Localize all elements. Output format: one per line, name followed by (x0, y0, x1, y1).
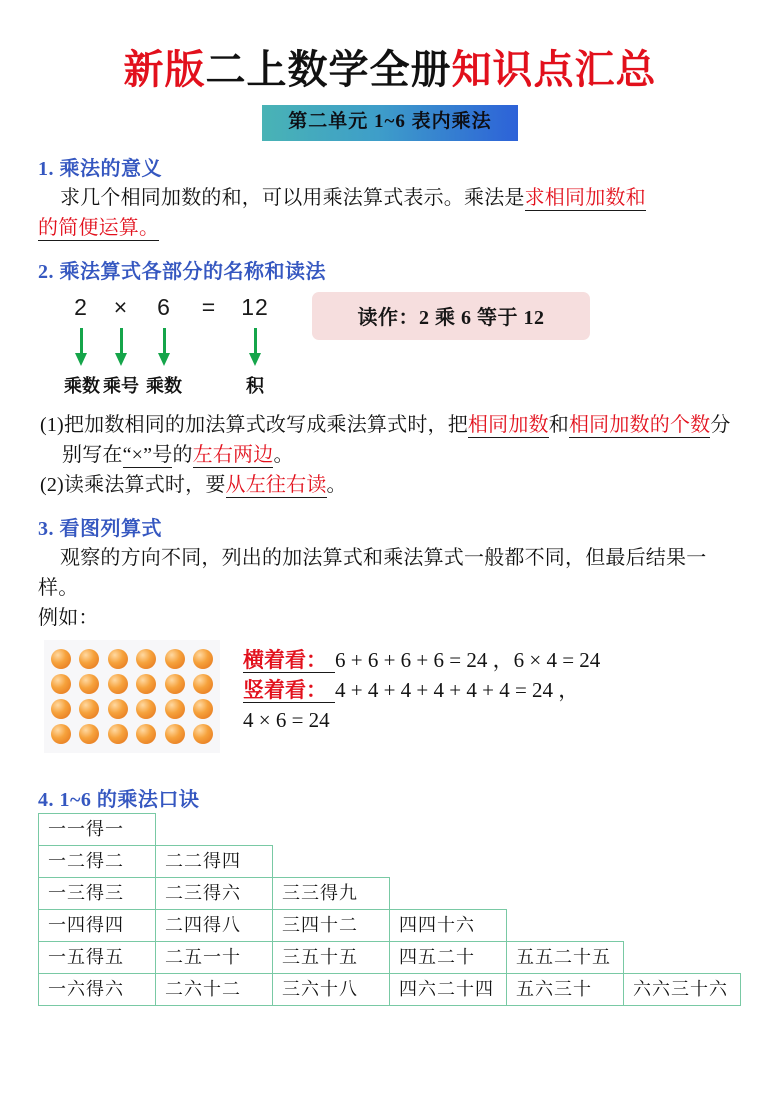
dot-icon (193, 649, 213, 669)
dot-array-block (0, 640, 780, 772)
section-1-highlight-1: 求相同加数和 (524, 186, 646, 209)
dot-row (51, 649, 213, 669)
page-title (0, 0, 780, 93)
equation-diagram (0, 290, 780, 410)
table-row (38, 845, 780, 878)
table-cell: 五五二十五 (506, 941, 624, 974)
table-cell: 四五二十 (389, 941, 507, 974)
table-cell: 二四得八 (155, 909, 273, 942)
table-cell: 一一得一 (38, 813, 156, 846)
dot-row (51, 724, 213, 744)
dot-row (51, 699, 213, 719)
dot-icon (51, 724, 71, 744)
table-cell: 二五一十 (155, 941, 273, 974)
table-cell: 一二得二 (38, 845, 156, 878)
page-title-part-1: 新版 (123, 47, 206, 92)
array-equation-expr-2: 4 + 4 + 4 + 4 + 4 + 4 = 24 ， (335, 677, 580, 702)
dot-icon (108, 649, 128, 669)
point-1-highlight-2: 相同 (568, 413, 610, 436)
read-aloud-box: 读作：2 乘 6 等于 12 (312, 292, 590, 340)
point-1-text-3: 分别写在 (62, 413, 731, 466)
array-equations (243, 646, 600, 735)
point-1-highlight-3: 加数的个数 (609, 413, 711, 436)
table-row (38, 909, 780, 942)
equation-equals-sign: = (201, 293, 217, 320)
page-title-part-3: 知识点汇总 (451, 47, 657, 92)
dot-icon (136, 699, 156, 719)
dot-icon (193, 674, 213, 694)
equation-label-2: 乘号 (103, 375, 139, 396)
table-cell: 二三得六 (155, 877, 273, 910)
table-cell: 四六二十四 (389, 973, 507, 1006)
equation-label-4: 积 (246, 375, 264, 396)
equation-label-1: 乘数 (64, 375, 100, 396)
table-cell: 三五十五 (272, 941, 390, 974)
section-1-text: 求几个相同加数的和，可以用乘法算式表示。乘法是 (60, 186, 525, 209)
equation-factor-2: 6 (157, 293, 171, 320)
dot-icon (79, 649, 99, 669)
dot-icon (79, 674, 99, 694)
equation-factor-1: 2 (74, 293, 88, 320)
dot-icon (108, 699, 128, 719)
array-equation-expr-1: 6 + 6 + 6 + 6 = 24 ，6 × 4 = 24 (335, 647, 601, 672)
down-arrow-icon (74, 328, 88, 366)
table-cell: 三四十二 (272, 909, 390, 942)
equation-operator: × (113, 293, 129, 320)
section-2-point-1 (40, 410, 746, 471)
table-cell: 一五得五 (38, 941, 156, 974)
equation-label-3: 乘数 (146, 375, 182, 396)
table-row (38, 813, 780, 846)
point-1-highlight-1: 相同加数 (467, 413, 549, 436)
dot-icon (79, 699, 99, 719)
dot-icon (165, 724, 185, 744)
point-2-number: (2) (40, 474, 64, 497)
array-equation-row (243, 646, 600, 676)
point-1-highlight-4: 左右两边 (192, 443, 274, 466)
section-heading-2: 2. 乘法算式各部分的名称和读法 (38, 260, 326, 283)
dot-icon (193, 699, 213, 719)
page-title-part-2: 二上数学全册 (205, 47, 452, 92)
point-1-text-4: 的 (172, 443, 193, 466)
section-3-example-label: 例如： (38, 607, 99, 630)
unit-badge-wrap (0, 105, 780, 141)
point-1-underlined-symbol: “×”号 (122, 443, 173, 466)
dot-icon (165, 699, 185, 719)
array-equation-expr-3: 4 × 6 = 24 (243, 707, 330, 732)
point-2-text-1: 读乘法算式时，要 (63, 474, 226, 497)
array-equation-label-2: 竖着看： (243, 678, 335, 703)
dot-icon (136, 724, 156, 744)
dot-icon (51, 649, 71, 669)
array-equation-row (243, 676, 600, 706)
table-cell: 二二得四 (155, 845, 273, 878)
down-arrow-icon (157, 328, 171, 366)
section-heading-3: 3. 看图列算式 (38, 517, 162, 540)
table-cell: 六六三十六 (623, 973, 741, 1006)
dot-icon (165, 649, 185, 669)
section-3-body: 观察的方向不同，列出的加法算式和乘法算式一般都不同，但最后结果一样。 (38, 546, 707, 600)
dot-icon (51, 674, 71, 694)
point-2-text-2: 。 (326, 474, 347, 497)
point-1-number: (1) (40, 413, 64, 436)
table-cell: 二六十二 (155, 973, 273, 1006)
table-cell: 三三得九 (272, 877, 390, 910)
point-1-text-5: 。 (273, 443, 294, 466)
table-cell: 五六三十 (506, 973, 624, 1006)
multiplication-table (38, 813, 780, 1006)
table-row (38, 877, 780, 910)
down-arrow-icon (248, 328, 262, 366)
section-2-point-2 (40, 470, 746, 500)
dot-icon (136, 649, 156, 669)
table-row (38, 973, 780, 1006)
section-heading-1: 1. 乘法的意义 (38, 157, 162, 180)
dot-icon (108, 724, 128, 744)
table-cell: 三六十八 (272, 973, 390, 1006)
dot-icon (193, 724, 213, 744)
table-cell: 一四得四 (38, 909, 156, 942)
point-1-text-1: 把加数相同的加法算式改写成乘法算式时，把 (63, 413, 468, 436)
table-cell: 四四十六 (389, 909, 507, 942)
table-cell: 一六得六 (38, 973, 156, 1006)
dot-icon (51, 699, 71, 719)
array-equation-row (243, 706, 600, 736)
section-1-highlight-2: 的简便运算。 (38, 217, 160, 240)
dot-icon (165, 674, 185, 694)
section-heading-4: 4. 1~6 的乘法口诀 (38, 788, 200, 811)
dot-row (51, 674, 213, 694)
dot-array (44, 640, 220, 753)
point-2-highlight-1: 从左往右读 (225, 474, 327, 497)
table-row (38, 941, 780, 974)
point-1-text-2: 和 (548, 413, 569, 436)
dot-icon (108, 674, 128, 694)
equation-row (64, 294, 276, 321)
unit-badge: 第二单元 1~6 表内乘法 (262, 105, 517, 141)
equation-arrow-labels (64, 328, 276, 398)
dot-icon (136, 674, 156, 694)
table-cell: 一三得三 (38, 877, 156, 910)
dot-icon (79, 724, 99, 744)
section-1-body (38, 183, 746, 244)
array-equation-label-1: 横着看： (243, 648, 335, 673)
equation-product: 12 (241, 293, 269, 320)
down-arrow-icon (114, 328, 128, 366)
